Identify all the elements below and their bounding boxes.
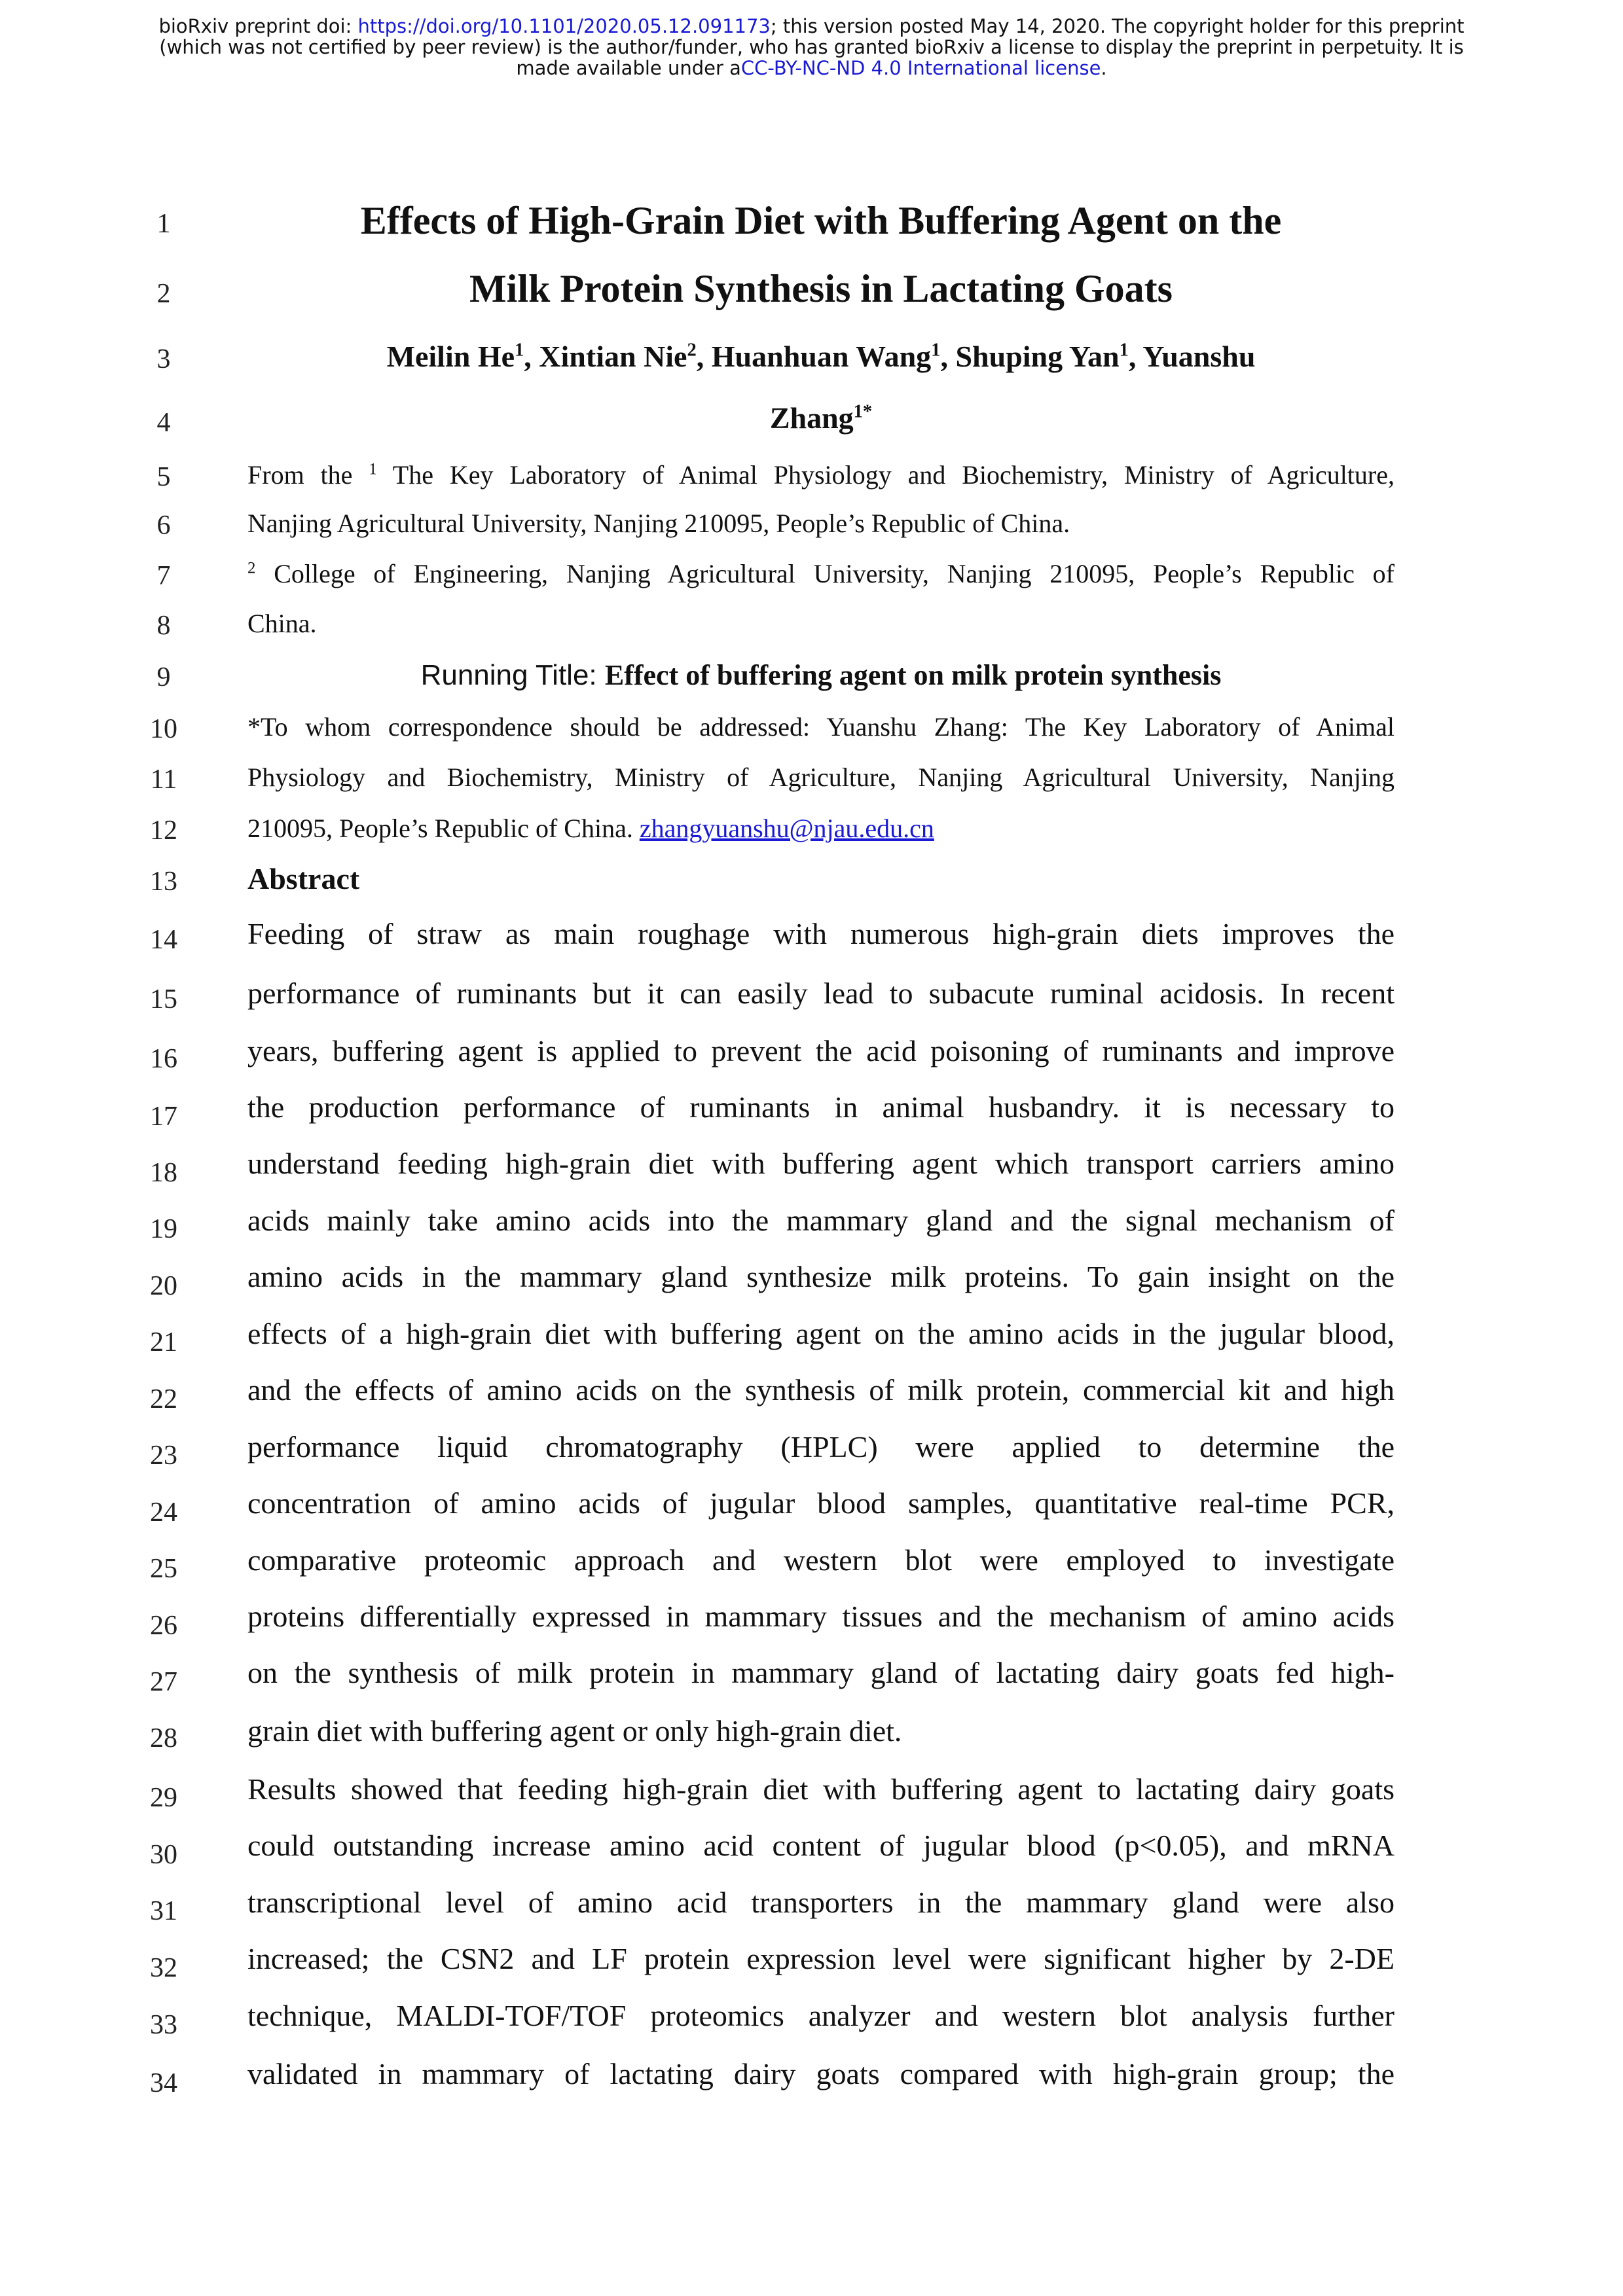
header-license-prefix: made available under a (516, 57, 741, 79)
line-number: 24 (150, 1498, 177, 1528)
correspondence-line-3 (247, 813, 1395, 844)
line-number: 31 (150, 1896, 177, 1926)
affiliation-2 (247, 558, 1395, 589)
author-name: Huanhuan Wang (711, 340, 932, 373)
header-line-3 (151, 58, 1472, 79)
author-separator: , (940, 340, 956, 373)
line-number: 5 (156, 462, 171, 492)
line-number: 18 (150, 1158, 177, 1188)
line-number: 13 (150, 867, 177, 897)
line-number: 15 (150, 984, 177, 1014)
line-number: 6 (156, 511, 171, 541)
abstract-line: the production performance of ruminants in animal husbandry. it is necessary to (247, 1090, 1395, 1124)
correspondence-line-2: Physiology and Biochemistry, Ministry of Agriculture, Nanjing Agricultural University, Nanjing (247, 762, 1395, 792)
author-affiliation-mark: 1 (931, 340, 941, 361)
preprint-header (151, 16, 1472, 79)
abstract-line: and the effects of amino acids on the synthesis of milk protein, commercial kit and high (247, 1373, 1395, 1407)
author-name: Meilin He (386, 340, 515, 373)
line-number: 32 (150, 1953, 177, 1983)
paper-title-line-1: Effects of High-Grain Diet with Buffering Agent on the (360, 199, 1282, 242)
running-title (247, 658, 1395, 692)
abstract-line: on the synthesis of milk protein in mammary gland of lactating dairy goats fed high- (247, 1656, 1395, 1689)
line-number: 17 (150, 1102, 177, 1132)
line-number: 8 (156, 611, 171, 641)
abstract-line: Feeding of straw as main roughage with numerous high-grain diets improves the (247, 917, 1395, 950)
line-number: 1 (156, 209, 171, 239)
email-link[interactable]: zhangyuanshu@njau.edu.cn (639, 814, 934, 843)
correspondence-address: 210095, People’s Republic of China. (247, 814, 640, 843)
author-name: Xintian Nie (539, 340, 687, 373)
line-number: 21 (150, 1327, 177, 1357)
abstract-line: performance of ruminants but it can easily lead to subacute ruminal acidosis. In recent (247, 977, 1395, 1010)
author-name: Zhang (769, 401, 854, 435)
author-list-continued (247, 401, 1395, 435)
abstract-line: understand feeding high-grain diet with buffering agent which transport carriers amino (247, 1147, 1395, 1180)
abstract-line: could outstanding increase amino acid content of jugular blood (p<0.05), and mRNA (247, 1829, 1395, 1862)
line-number: 29 (150, 1783, 177, 1813)
abstract-line: grain diet with buffering agent or only high-grain diet. (247, 1714, 902, 1748)
line-number: 23 (150, 1441, 177, 1471)
affiliation-1 (247, 459, 1395, 490)
abstract-line: proteins differentially expressed in mammary tissues and the mechanism of amino acids (247, 1600, 1395, 1633)
abstract-line: comparative proteomic approach and western blot were employed to investigate (247, 1543, 1395, 1577)
affiliation-text: College of Engineering, Nanjing Agricultural University, Nanjing 210095, People’s Republic of (255, 559, 1395, 588)
abstract-line: technique, MALDI-TOF/TOF proteomics analyzer and western blot analysis further (247, 1999, 1395, 2032)
header-line-1 (151, 16, 1472, 37)
line-number: 27 (150, 1667, 177, 1697)
abstract-line: years, buffering agent is applied to prevent the acid poisoning of ruminants and improve (247, 1034, 1395, 1067)
author-separator: , (1128, 340, 1143, 373)
author-separator: , (524, 340, 539, 373)
doi-link[interactable]: https://doi.org/10.1101/2020.05.12.091173 (357, 15, 771, 37)
abstract-heading: Abstract (247, 862, 360, 895)
running-title-label: Running Title: (420, 659, 605, 691)
line-number: 12 (150, 816, 177, 846)
abstract-line: effects of a high-grain diet with buffering agent on the amino acids in the jugular blood, (247, 1317, 1395, 1350)
affiliation-1-continued: Nanjing Agricultural University, Nanjing 210095, People’s Republic of China. (247, 509, 1070, 538)
author-affiliation-mark: 1* (853, 401, 873, 422)
line-number: 22 (150, 1384, 177, 1414)
affiliation-prefix: From the (247, 460, 369, 490)
line-number: 16 (150, 1044, 177, 1074)
line-number: 30 (150, 1840, 177, 1870)
affiliation-mark: 2 (247, 559, 256, 577)
license-link[interactable]: CC-BY-NC-ND 4.0 International license (740, 57, 1101, 79)
line-number: 10 (150, 714, 177, 744)
paper-title-line-2: Milk Protein Synthesis in Lactating Goats (469, 267, 1173, 310)
line-number: 20 (150, 1271, 177, 1301)
line-number: 28 (150, 1723, 177, 1753)
author-name: Shuping Yan (955, 340, 1120, 373)
header-doi-prefix: bioRxiv preprint doi: (158, 15, 358, 37)
line-number: 11 (150, 764, 177, 795)
abstract-line: acids mainly take amino acids into the mammary gland and the signal mechanism of (247, 1204, 1395, 1237)
author-name: Yuanshu (1142, 340, 1256, 373)
author-affiliation-mark: 1 (515, 340, 524, 361)
line-number: 19 (150, 1214, 177, 1244)
line-number: 14 (150, 925, 177, 955)
line-number: 33 (150, 2010, 177, 2040)
correspondence-line-1: *To whom correspondence should be addressed: Yuanshu Zhang: The Key Laboratory of Animal (247, 712, 1395, 742)
abstract-line: increased; the CSN2 and LF protein expression level were significant higher by 2-DE (247, 1942, 1395, 1975)
line-number: 3 (156, 344, 171, 374)
line-number: 2 (156, 279, 171, 309)
line-number: 9 (156, 662, 171, 692)
line-number: 26 (150, 1611, 177, 1641)
abstract-line: concentration of amino acids of jugular blood samples, quantitative real-time PCR, (247, 1486, 1395, 1520)
header-line-2: (which was not certified by peer review) is the author/funder, who has granted bioRxiv a license to display the preprint in perpetuity. It is (159, 36, 1464, 58)
affiliation-mark: 1 (369, 460, 377, 478)
line-number: 34 (150, 2068, 177, 2098)
abstract-line: performance liquid chromatography (HPLC) were applied to determine the (247, 1430, 1395, 1463)
author-list (247, 339, 1395, 374)
abstract-line: transcriptional level of amino acid transporters in the mammary gland were also (247, 1886, 1395, 1919)
abstract-line: Results showed that feeding high-grain diet with buffering agent to lactating dairy goats (247, 1772, 1395, 1806)
line-number: 7 (156, 561, 171, 591)
line-number: 4 (156, 408, 171, 438)
abstract-line: validated in mammary of lactating dairy goats compared with high-grain group; the (247, 2057, 1395, 2090)
line-number: 25 (150, 1554, 177, 1584)
affiliation-text: The Key Laboratory of Animal Physiology and Biochemistry, Ministry of Agriculture, (376, 460, 1395, 490)
author-separator: , (696, 340, 712, 373)
author-affiliation-mark: 2 (687, 340, 697, 361)
header-line3-suffix: . (1101, 57, 1107, 79)
running-title-text: Effect of buffering agent on milk protein synthesis (604, 659, 1222, 691)
affiliation-2-continued: China. (247, 609, 317, 638)
abstract-line: amino acids in the mammary gland synthesize milk proteins. To gain insight on the (247, 1260, 1395, 1293)
header-line1-suffix: ; this version posted May 14, 2020. The copyright holder for this preprint (770, 15, 1465, 37)
author-affiliation-mark: 1 (1119, 340, 1129, 361)
